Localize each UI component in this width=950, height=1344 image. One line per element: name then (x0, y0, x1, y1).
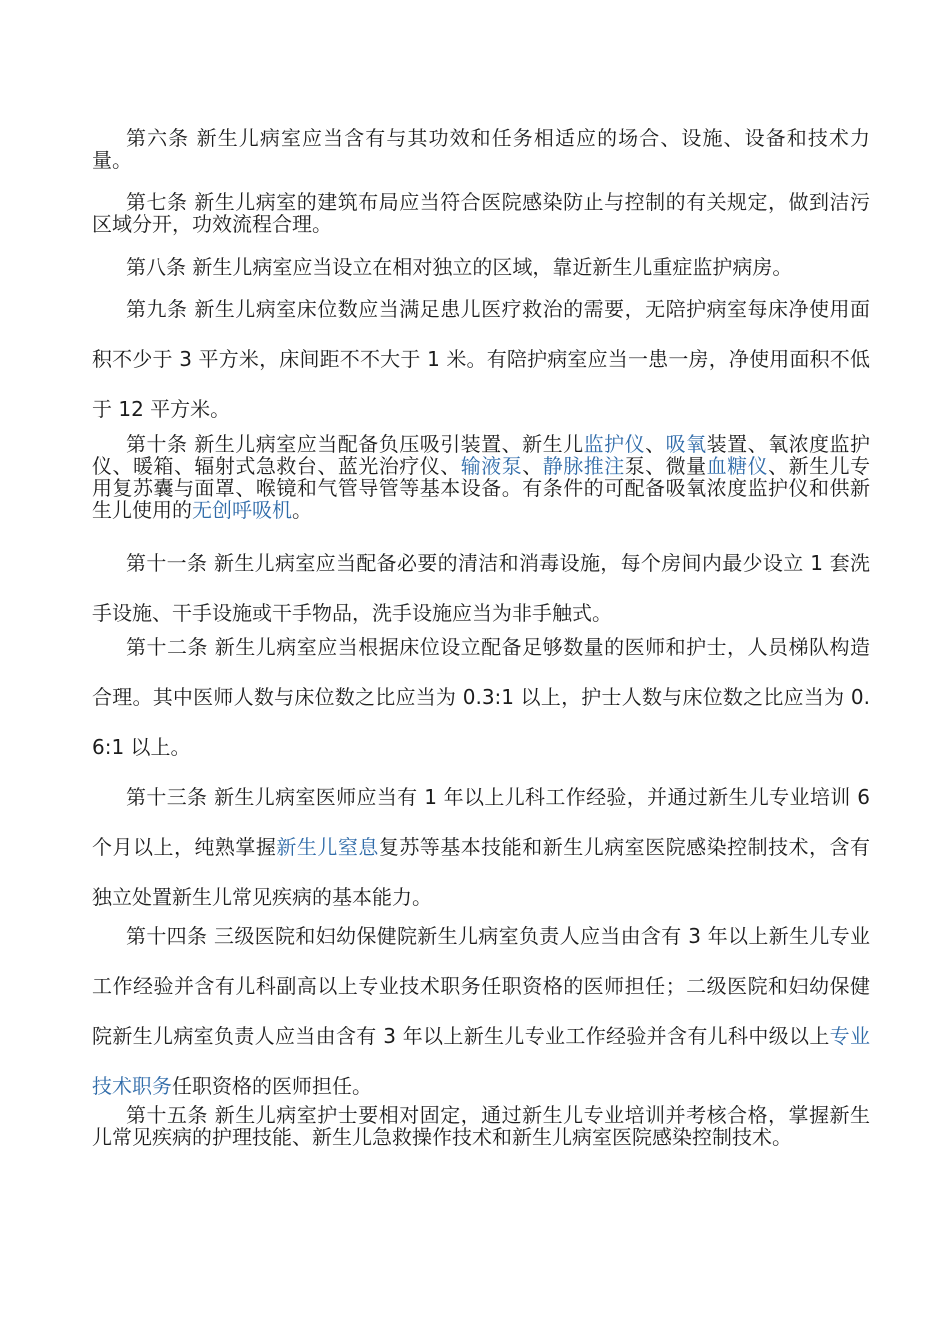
hyperlink[interactable]: 新生儿窒息 (276, 835, 379, 859)
article-text: 泵、微量 (624, 454, 707, 478)
hyperlink[interactable]: 监护仪 (583, 432, 646, 456)
article-text: 第七条 新生儿病室的建筑布局应当符合医院感染防止与控制的有关规定，做到洁污区域分开，功效流程合理。 (92, 190, 870, 236)
article-text: 第十三条 新生儿病室医师应当有 1 年以上儿科工作经验，并通过新生儿专业培训 6 个月以上，纯熟掌握 (92, 785, 870, 859)
article-7 (92, 191, 870, 235)
article-9 (92, 284, 870, 434)
article-10 (92, 433, 870, 521)
article-text: 复苏等基本技能和新生儿病室医院感染控制技术，含有独立处置新生儿常见疾病的基本能力。 (92, 835, 871, 909)
hyperlink[interactable]: 输液泵 (460, 454, 523, 478)
article-text: 第六条 新生儿病室应当含有与其功效和任务相适应的场合、设施、设备和技术力量。 (92, 126, 870, 172)
article-14 (92, 911, 870, 1111)
article-text: 第十四条 三级医院和妇幼保健院新生儿病室负责人应当由含有 3 年以上新生儿专业工作经验并含有儿科副高以上专业技术职务任职资格的医师担任；二级医院和妇幼保健院新生儿病室负责人应当由含有 3 年以上新生儿专业工作经验并含有儿科中级以上 (92, 924, 870, 1048)
article-6 (92, 127, 870, 171)
article-text: 、 (522, 454, 543, 478)
article-text: 、新生儿专用复苏囊与面罩、喉镜和气管导管等基本设备。有条件的可配备吸氧浓度监护仪和供新生儿使用的 (92, 454, 871, 522)
article-text: 第十五条 新生儿病室护士要相对固定，通过新生儿专业培训并考核合格，掌握新生儿常见疾病的护理技能、新生儿急救操作技术和新生儿病室医院感染控制技术。 (92, 1103, 870, 1149)
article-text: 第十二条 新生儿病室应当根据床位设立配备足够数量的医师和护士，人员梯队构造合理。其中医师人数与床位数之比应当为 0.3:1 以上，护士人数与床位数之比应当为 0.6:1 以上。 (92, 635, 870, 759)
article-text: 任职资格的医师担任。 (172, 1074, 372, 1098)
hyperlink[interactable]: 静脉推注 (542, 454, 625, 478)
article-text: 第十一条 新生儿病室应当配备必要的清洁和消毒设施，每个房间内最少设立 1 套洗手设施、干手设施或干手物品，洗手设施应当为非手触式。 (92, 551, 870, 625)
article-text: 第八条 新生儿病室应当设立在相对独立的区域，靠近新生儿重症监护病房。 (126, 255, 793, 279)
hyperlink[interactable]: 血糖仪 (706, 454, 769, 478)
hyperlink[interactable]: 无创呼吸机 (192, 498, 292, 522)
article-text: 、 (645, 432, 666, 456)
article-8 (92, 256, 870, 278)
article-text: 第十条 新生儿病室应当配备负压吸引装置、新生儿 (126, 432, 584, 456)
article-12 (92, 622, 870, 772)
article-text: 装置、氧浓度监护仪、暖箱、辐射式急救台、蓝光治疗仪、 (92, 432, 871, 478)
article-text: 第九条 新生儿病室床位数应当满足患儿医疗救治的需要，无陪护病室每床净使用面积不少于 3 平方米，床间距不不大于 1 米。有陪护病室应当一患一房，净使用面积不低于 12 平方米。 (92, 297, 870, 421)
article-15 (92, 1104, 870, 1148)
hyperlink[interactable]: 吸氧 (665, 432, 707, 456)
article-13 (92, 772, 870, 922)
article-text: 。 (292, 498, 312, 522)
hyperlink[interactable]: 专业技术职务 (92, 1024, 870, 1098)
